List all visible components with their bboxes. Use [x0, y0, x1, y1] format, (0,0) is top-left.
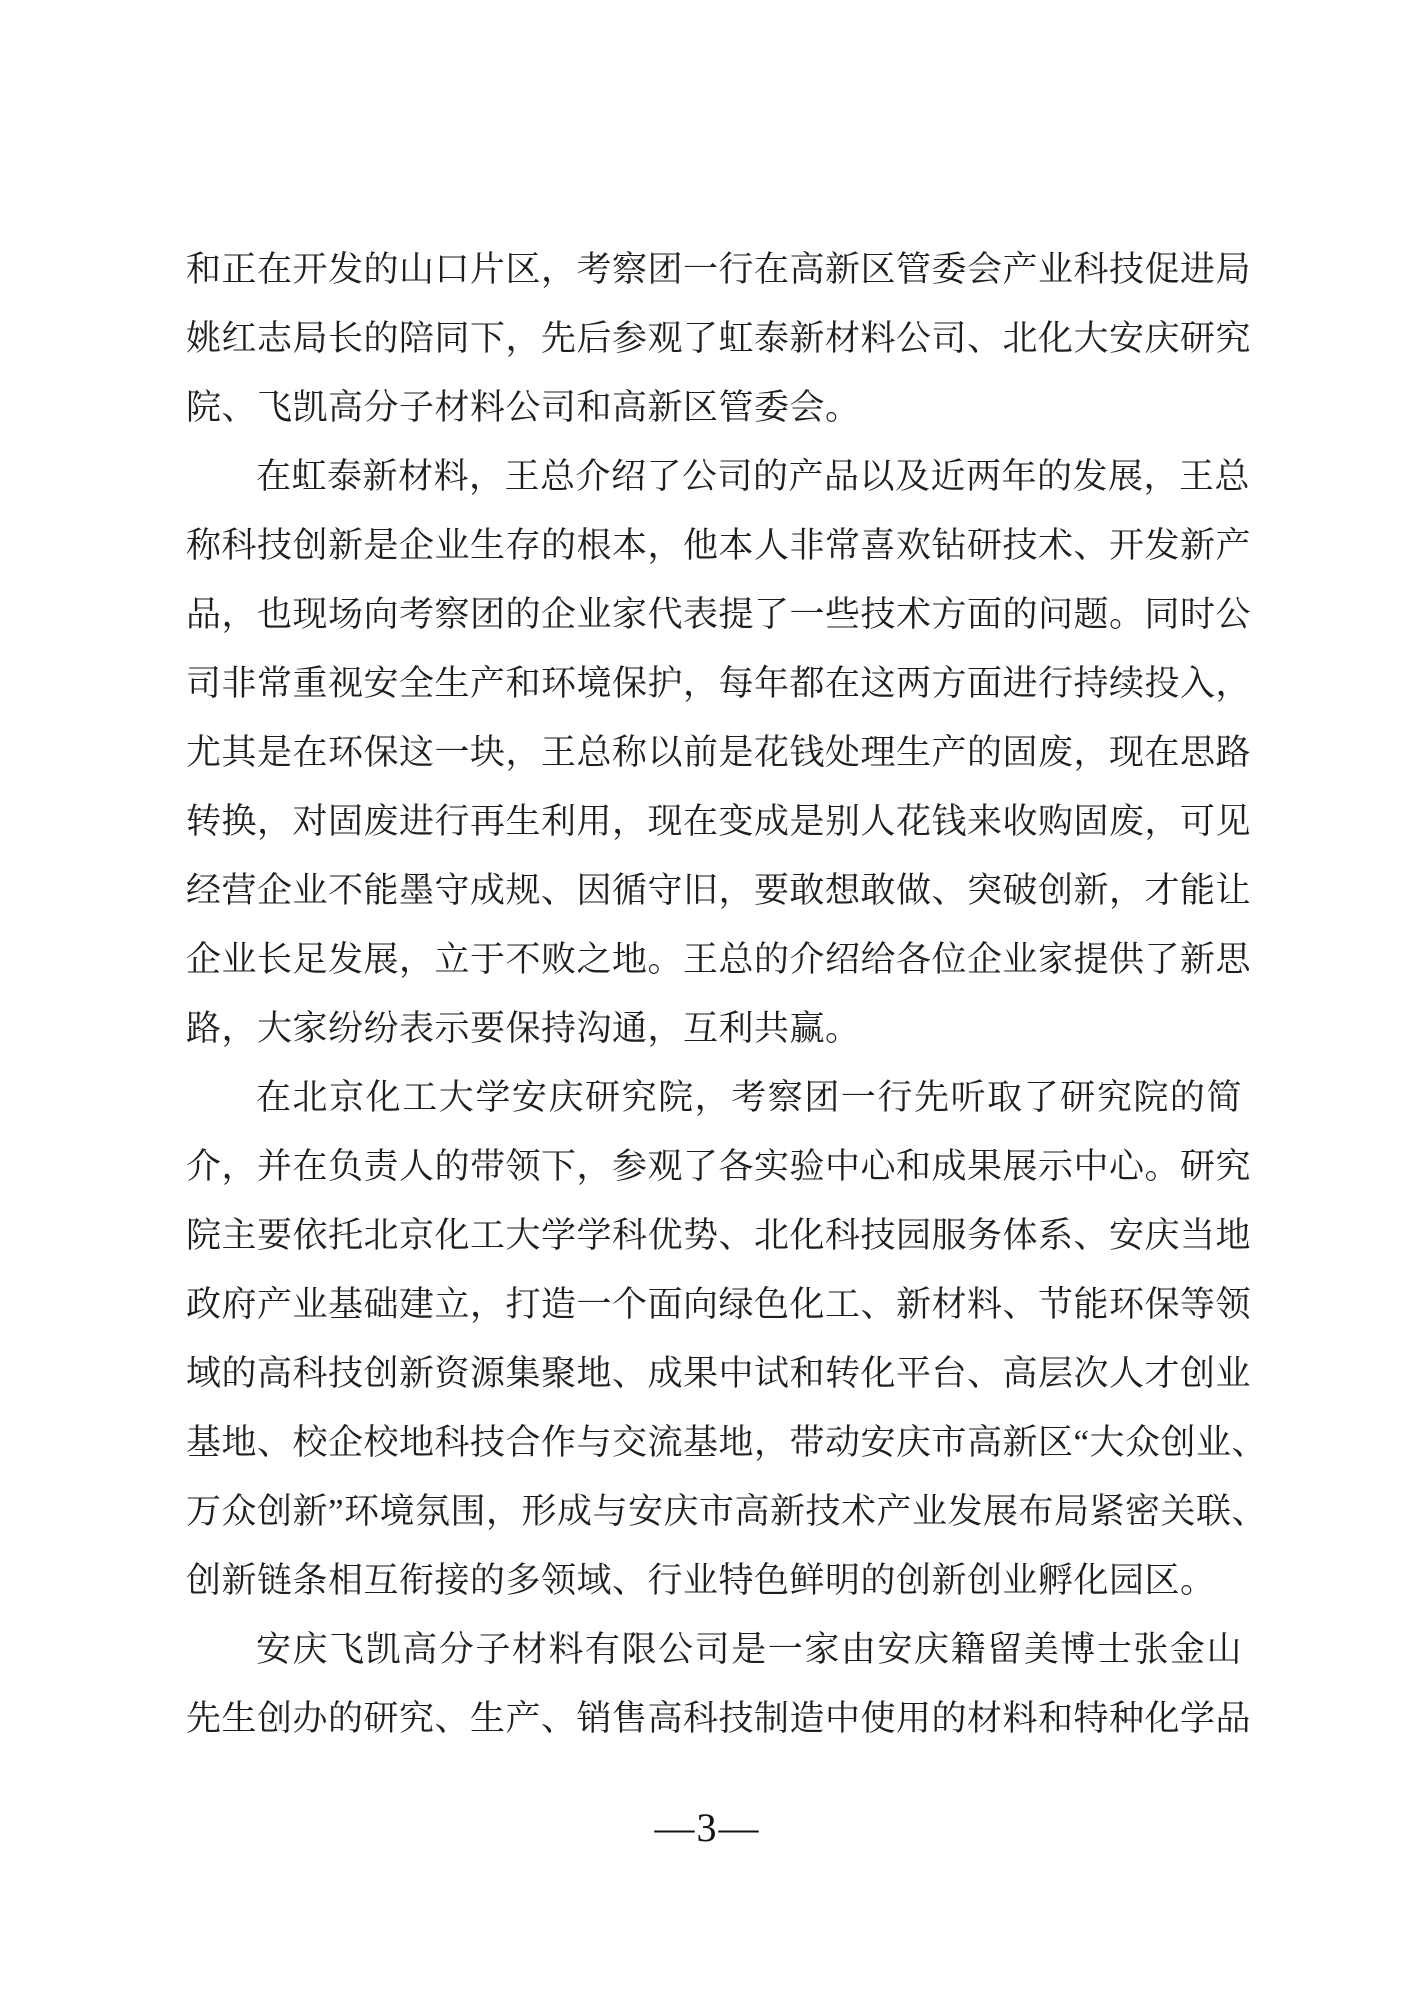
text-line: 称科技创新是企业生存的根本，他本人非常喜欢钻研技术、开发新产: [186, 526, 1252, 565]
page-footer: [0, 1802, 1415, 1854]
text-line: 基地、校企校地科技合作与交流基地，带动安庆市高新区“大众创业、: [186, 1423, 1268, 1462]
text-line: 安庆飞凯高分子材料有限公司是一家由安庆籍留美博士张金山: [256, 1630, 1242, 1669]
text-line: 品，也现场向考察团的企业家代表提了一些技术方面的问题。同时公: [186, 595, 1252, 634]
text-line: 在虹泰新材料，王总介绍了公司的产品以及近两年的发展，王总: [256, 457, 1251, 496]
text-line: 企业长足发展，立于不败之地。王总的介绍给各位企业家提供了新思: [186, 940, 1252, 979]
document-text-block: [186, 235, 1268, 1753]
page-number: —3—: [654, 1805, 761, 1850]
text-line: 万众创新”环境氛围，形成与安庆市高新技术产业发展布局紧密关联、: [186, 1492, 1268, 1531]
text-line: 尤其是在环保这一块，王总称以前是花钱处理生产的固废，现在思路: [186, 733, 1252, 772]
text-line: 政府产业基础建立，打造一个面向绿色化工、新材料、节能环保等领: [186, 1285, 1252, 1324]
text-line: 域的高科技创新资源集聚地、成果中试和转化平台、高层次人才创业: [186, 1354, 1252, 1393]
text-line: 先生创办的研究、生产、销售高科技制造中使用的材料和特种化学品: [186, 1699, 1252, 1738]
text-line: 转换，对固废进行再生利用，现在变成是别人花钱来收购固废，可见: [186, 802, 1252, 841]
text-line: 和正在开发的山口片区，考察团一行在高新区管委会产业科技促进局: [186, 250, 1252, 289]
text-line: 院、飞凯高分子材料公司和高新区管委会。: [186, 388, 861, 427]
text-line: 介，并在负责人的带领下，参观了各实验中心和成果展示中心。研究: [186, 1147, 1252, 1186]
text-line: 姚红志局长的陪同下，先后参观了虹泰新材料公司、北化大安庆研究: [186, 319, 1252, 358]
text-line: 院主要依托北京化工大学学科优势、北化科技园服务体系、安庆当地: [186, 1216, 1252, 1255]
text-line: 司非常重视安全生产和环境保护，每年都在这两方面进行持续投入，: [186, 664, 1252, 703]
text-line: 经营企业不能墨守成规、因循守旧，要敢想敢做、突破创新，才能让: [186, 871, 1252, 910]
text-line: 在北京化工大学安庆研究院，考察团一行先听取了研究院的简: [256, 1078, 1242, 1117]
text-line: 创新链条相互衔接的多领域、行业特色鲜明的创新创业孵化园区。: [186, 1561, 1216, 1600]
text-line: 路，大家纷纷表示要保持沟通，互利共赢。: [186, 1009, 861, 1048]
